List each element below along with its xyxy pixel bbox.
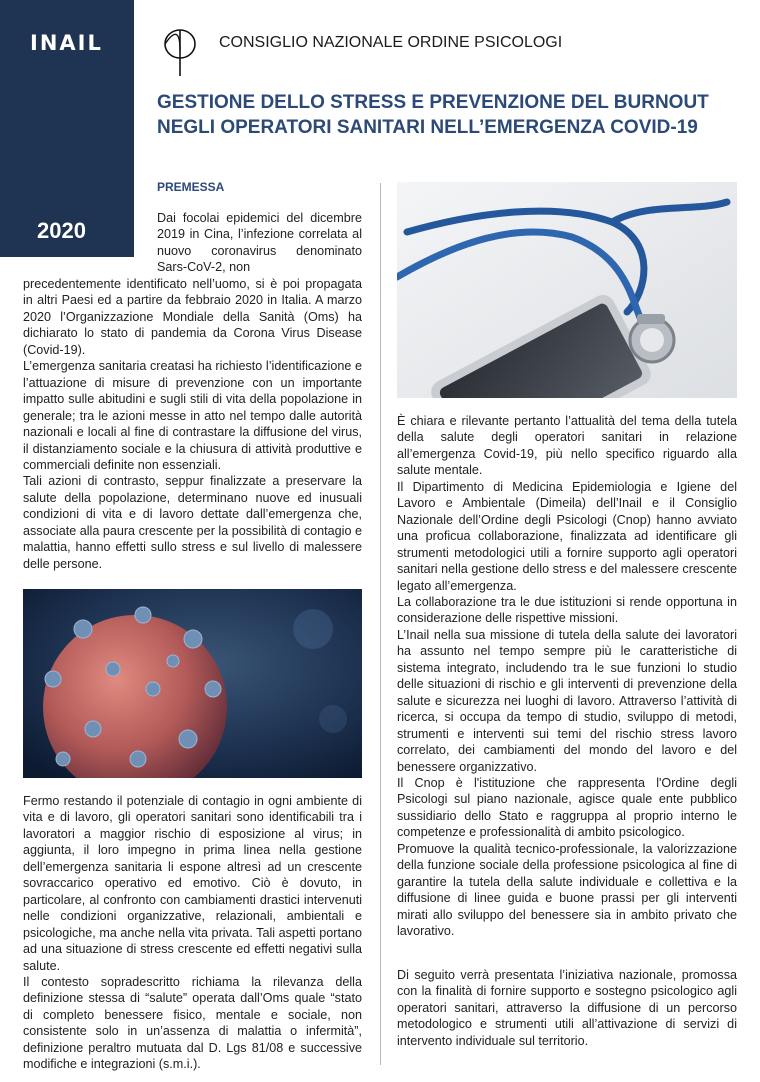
paragraph: Dai focolai epidemici del dicembre 2019 in Cina, l’infezione correlata al nuovo coronavirus denominato Sars-CoV-2, non xyxy=(157,211,362,275)
publication-year: 2020 xyxy=(37,218,86,243)
paragraph: Il Dipartimento di Medicina Epidemiologia e Igiene del Lavoro e Ambientale (Dimeila) dell’Inail e il Consiglio Nazionale dell’Ordine degli Psicologi (Cnop) hanno avviato una proficua collaborazione, finalizzata ad identificare gli strumenti metodologici utili a fornire supporto agli operatori sanitari nella gestione dello stress e del malessere crescente legato all’emergenza. xyxy=(397,479,737,593)
paragraph: L’Inail nella sua missione di tutela della salute dei lavoratori ha assunto nel tempo sempre più le caratteristiche di sistema integrato, includendo tra le sue funzioni lo studio delle situazioni di rischio e gli interventi di prevenzione della salute e sicurezza nei luoghi di lavoro. Attraverso l’attività di ricerca, si occupa da tempo di studio, sviluppo di metodi, strumenti e interventi sui temi del rischio stress lavoro correlato, dei cambiamenti del mondo del lavoro e del benessere organizzativo. xyxy=(397,627,737,774)
paragraph: Il Cnop è l'istituzione che rappresenta l'Ordine degli Psicologi sul piano nazionale, agisce quale ente pubblico sussidiario dello Stato e raggruppa al proprio interno le competenze e professionalità di ambito psicologico. xyxy=(397,775,737,840)
section-heading: PREMESSA xyxy=(157,180,225,194)
stethoscope-smartphone-image xyxy=(397,182,737,398)
column-divider xyxy=(380,183,381,1065)
paragraph: Di seguito verrà presentata l’iniziativa nazionale, promossa con la finalità di fornire supporto e sostegno psicologico agli operatori sanitari, attraverso la diffusione di un percorso metodologico e strumenti utili all’attivazione di servizi di intervento individuale sul territorio. xyxy=(397,968,737,1048)
page-title xyxy=(157,90,757,140)
left-column-text-a xyxy=(23,276,362,572)
intro-paragraph xyxy=(157,210,362,276)
title-line-1: GESTIONE DELLO STRESS E PREVENZIONE DEL BURNOUT xyxy=(157,92,709,113)
right-column-text-b xyxy=(397,967,737,1049)
left-column-text-b xyxy=(23,793,362,1073)
title-line-2: NEGLI OPERATORI SANITARI NELL’EMERGENZA COVID-19 xyxy=(157,117,698,138)
paragraph: Tali azioni di contrasto, seppur finalizzate a preservare la salute della popolazione, determinano nuove ed inusuali condizioni di vita e di lavoro dettate dall’emergenza che, associate alla paura crescente per la possibilità di contagio e malattia, hanno effetti sullo stress e sul livello di malessere delle persone. xyxy=(23,474,362,571)
right-column-text-a xyxy=(397,413,737,940)
paragraph: precedentemente identificato nell’uomo, si è poi propagata in altri Paesi ed a partire da febbraio 2020 in Italia. A marzo 2020 l’Organizzazione Mondiale della Sanità (Oms) ha dichiarato lo stato di pandemia da Corona Virus Disease (Covid-19). xyxy=(23,277,362,357)
paragraph: Fermo restando il potenziale di contagio in ogni ambiente di vita e di lavoro, gli operatori sanitari sono identificabili tra i lavoratori a maggior rischio di esposizione al virus; in aggiunta, il loro impegno in prima linea nella gestione dell’emergenza sanitaria li espone altresì ad un crescente sovraccarico operativo ed emotivo. Ciò è dovuto, in particolare, al confronto con cambiamenti drastici intervenuti nelle condizioni organizzative, relazionali, ambientali e psicologiche, ma anche nella vita privata. Tali aspetti portano ad una situazione di stress crescente ed effetti negativi sulla salute. xyxy=(23,794,362,973)
paragraph: L’emergenza sanitaria creatasi ha richiesto l’identificazione e l’attuazione di misure di prevenzione con un importante impatto sulle abitudini e sugli stili di vita della popolazione in generale; tra le azioni messe in atto nel tempo dalle autorità nazionali e locali al fine di contrastare la diffusione del virus, il distanziamento sociale e la chiusura di attività produttive e commerciali definite non essenziali. xyxy=(23,359,362,472)
cnop-psi-icon xyxy=(156,24,204,78)
paragraph: È chiara e rilevante pertanto l’attualità del tema della tutela della salute degli operatori sanitari in relazione all’emergenza Covid-19, più nello specifico riguardo alla salute mentale. xyxy=(397,414,737,478)
paragraph: Promuove la qualità tecnico-professionale, la valorizzazione della funzione sociale della professione psicologica al fine di garantire la tutela della salute individuale e collettiva e la diffusione di linee guida e buone prassi per gli interventi mirati allo sviluppo del benessere sia in ambito privato che lavorativo. xyxy=(397,841,737,939)
paragraph: La collaborazione tra le due istituzioni si rende opportuna in considerazione delle rispettive missioni. xyxy=(397,594,737,626)
paragraph: Il contesto sopradescritto richiama la rilevanza della definizione stessa di “salute” operata dall’Oms quale “stato di completo benessere fisico, mentale e sociale, non consistente solo in un’assenza di malattia o infermità”, definizione peraltro mutuata dal D. Lgs 81/08 e successive modifiche e integrazioni (s.m.i.). xyxy=(23,974,362,1072)
cnop-name: CONSIGLIO NAZIONALE ORDINE PSICOLOGI xyxy=(219,34,563,51)
inail-logo: INAIL xyxy=(30,31,103,55)
coronavirus-image xyxy=(23,589,362,778)
